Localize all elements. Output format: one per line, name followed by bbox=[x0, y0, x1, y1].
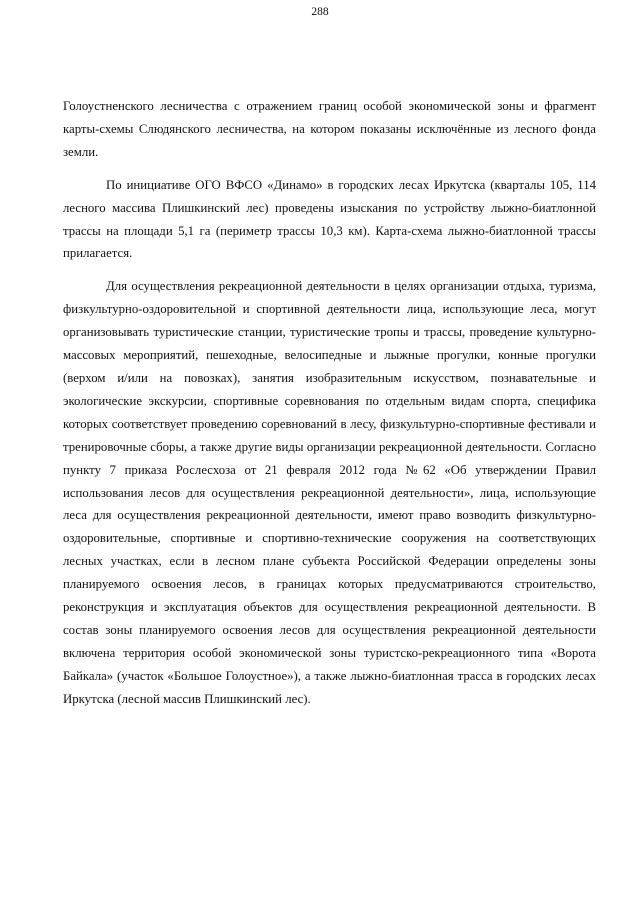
paragraph-recreational-activity: Для осуществления рекреационной деятельности в целях организации отдыха, туризма, физкультурно-оздоровительной и спортивной деятельности лица, использующие леса, могут организовывать туристические станции, туристические тропы и трассы, проведение культурно-массовых мероприятий, пешеходные, велосипедные и лыжные прогулки, конные прогулки (верхом и/или на повозках), занятия изобразительным искусством, познавательные и экологические экскурсии, спортивные соревнования по отдельным видам спорта, специфика которых соответствует проведению соревнований в лесу, физкультурно-спортивные фестивали и тренировочные сборы, а также другие виды организации рекреационной деятельности. Согласно пункту 7 приказа Рослесхоза от 21 февраля 2012 года №62 «Об утверждении Правил использования лесов для осуществления рекреационной деятельности», лица, использующие леса для осуществления рекреационной деятельности, имеют право возводить физкультурно-оздоровительные, спортивные и спортивно-технические сооружения на соответствующих лесных участках, если в лесном плане субъекта Российской Федерации определены зоны планируемого освоения лесов, в границах которых предусматриваются строительство, реконструкция и эксплуатация объектов для осуществления рекреационной деятельности. В состав зоны планируемого освоения лесов для осуществления рекреационной деятельности включена территория особой экономической зоны туристско-рекреационного типа «Ворота Байкала» (участок «Большое Голоустное»), а также лыжно-биатлонная трасса в городских лесах Иркутска (лесной массив Плишкинский лес). bbox=[63, 279, 596, 706]
body-text bbox=[63, 95, 596, 711]
paragraph-continuation: Голоустненского лесничества с отражением границ особой экономической зоны и фрагмент карты-схемы Слюдянского лесничества, на котором показаны исключённые из лесного фонда земли. bbox=[63, 99, 596, 159]
paragraph-ski-biathlon-track: По инициативе ОГО ВФСО «Динамо» в городских лесах Иркутска (кварталы 105, 114 лесного массива Плишкинский лес) проведены изыскания по устройству лыжно-биатлонной трассы на площади 5,1 га (периметр трассы 10,3 км). Карта-схема лыжно-биатлонной трассы прилагается. bbox=[63, 177, 596, 261]
page-number: 288 bbox=[311, 6, 329, 18]
